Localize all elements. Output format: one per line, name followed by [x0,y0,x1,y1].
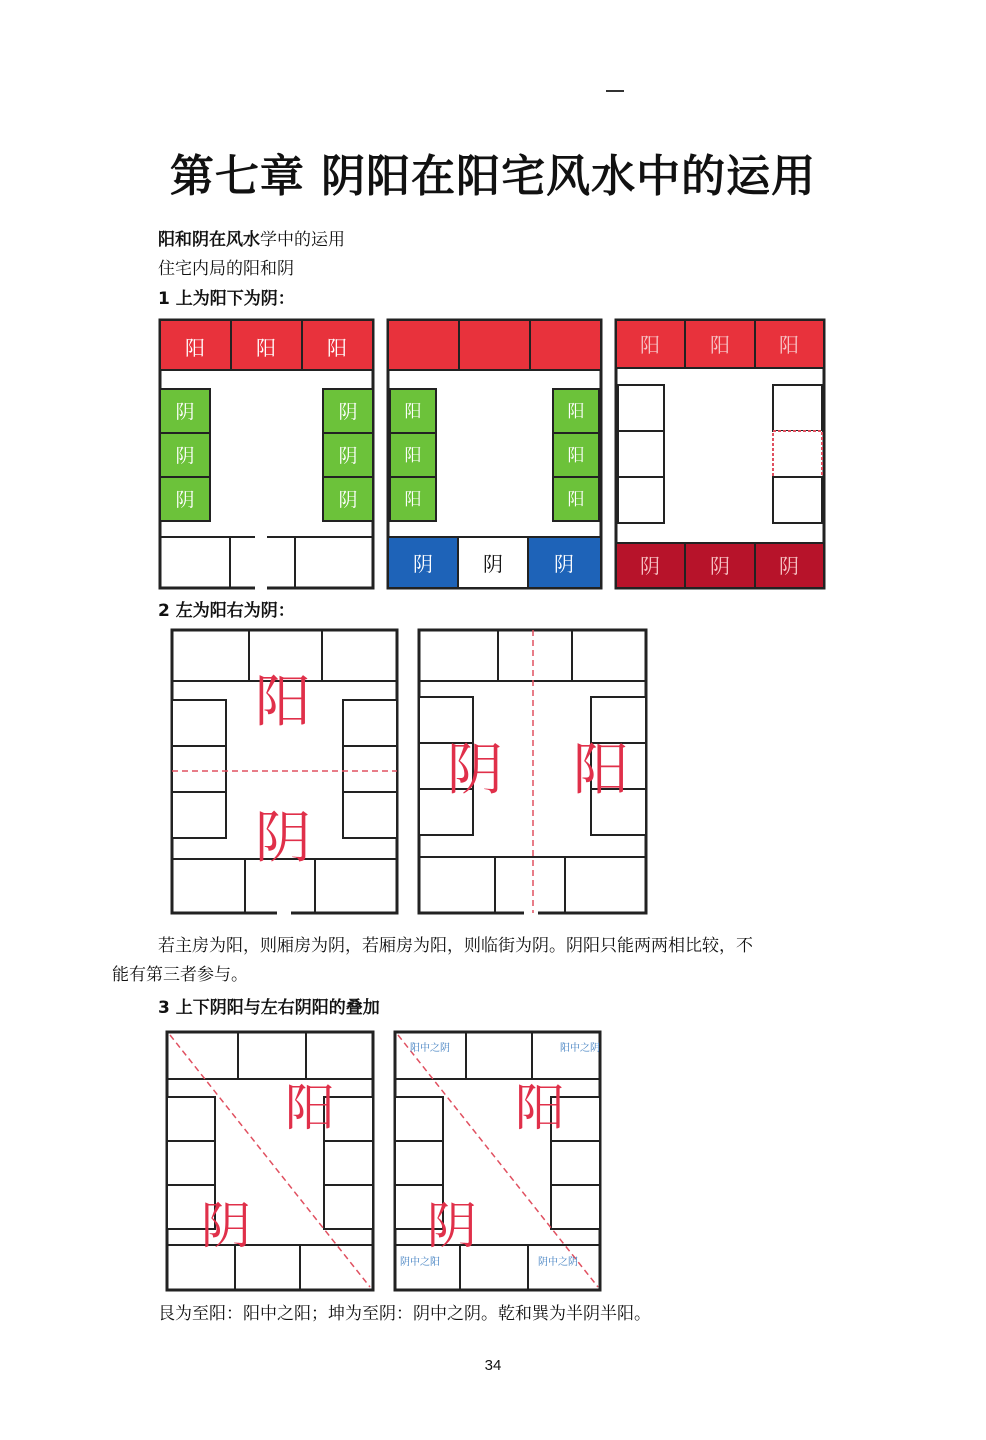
page-number: 34 [484,1357,502,1374]
yang-label: 阳 [567,446,585,466]
yang-label: 阳 [404,402,422,422]
diagram-c [616,320,824,588]
diagram-e [419,630,646,915]
diagram-a [160,320,373,590]
yin-label: 阴 [413,552,433,576]
yin-label: 阴 [338,401,358,423]
yin-label: 阴 [554,552,574,576]
yang-label: 阳 [404,490,422,510]
intro-line-1-bold: 阳和阴在风水 [158,230,260,250]
figure-left-yang-right-yin [165,625,655,917]
diagram-f [167,1032,373,1290]
yang-label: 阳 [567,402,585,422]
yin-label: 阴 [427,1197,477,1255]
yin-label: 阴 [175,489,195,511]
yang-label: 阳 [256,336,276,360]
paragraph-1-line-1: 若主房为阳，则厢房为阴，若厢房为阳，则临街为阴。阴阳只能两两相比较，不 [158,936,753,956]
figure-overlay [160,1025,605,1293]
yin-label: 阴 [338,445,358,467]
yang-label: 阳 [567,490,585,510]
yang-label: 阳 [185,336,205,360]
section-2-heading: 2 左为阳右为阴： [158,601,295,621]
yin-label: 阴 [175,401,195,423]
yang-label: 阳 [710,333,730,357]
yin-label: 阴 [201,1197,251,1255]
yin-label: 阴 [447,738,503,803]
chapter-title: 第七章 阴阳在阳宅风水中的运用 [169,151,817,202]
yang-label: 阳 [515,1079,565,1137]
yin-label: 阴 [483,552,503,576]
yang-label: 阳 [779,333,799,357]
diagram-b [388,320,601,588]
intro-line-1-rest: 学中的运用 [260,230,345,250]
section-1-heading: 1 上为阳下为阴： [158,289,295,309]
conclusion-text: 艮为至阳：阳中之阳；坤为至阴：阴中之阴。乾和巽为半阴半阳。 [158,1304,651,1324]
yang-label: 阳 [404,446,422,466]
yang-label: 阳 [640,333,660,357]
yang-label: 阳 [573,738,629,803]
yang-label: 阳 [255,670,311,735]
yang-label: 阳 [285,1079,335,1137]
yin-label: 阴 [710,554,730,578]
paragraph-1-line-2: 能有第三者参与。 [112,965,248,985]
yin-label: 阴 [779,554,799,578]
intro-line-1 [158,225,345,250]
yin-label: 阴 [338,489,358,511]
yin-label: 阴 [640,554,660,578]
note-bottom-left: 阴中之阳 [400,1257,440,1268]
diagram-d [172,630,397,915]
figure-top-yang-bottom-yin [155,315,830,590]
yang-label: 阳 [327,336,347,360]
note-bottom-right: 阴中之阴 [538,1257,578,1268]
yin-label: 阴 [255,806,311,871]
note-top-left: 阳中之阴 [410,1043,450,1054]
yin-label: 阴 [175,445,195,467]
header-mark [606,90,624,92]
diagram-g [395,1032,600,1290]
intro-line-2: 住宅内局的阳和阴 [158,259,294,279]
note-top-right: 阳中之阴 [560,1043,600,1054]
section-3-heading: 3 上下阴阳与左右阴阳的叠加 [158,998,380,1018]
